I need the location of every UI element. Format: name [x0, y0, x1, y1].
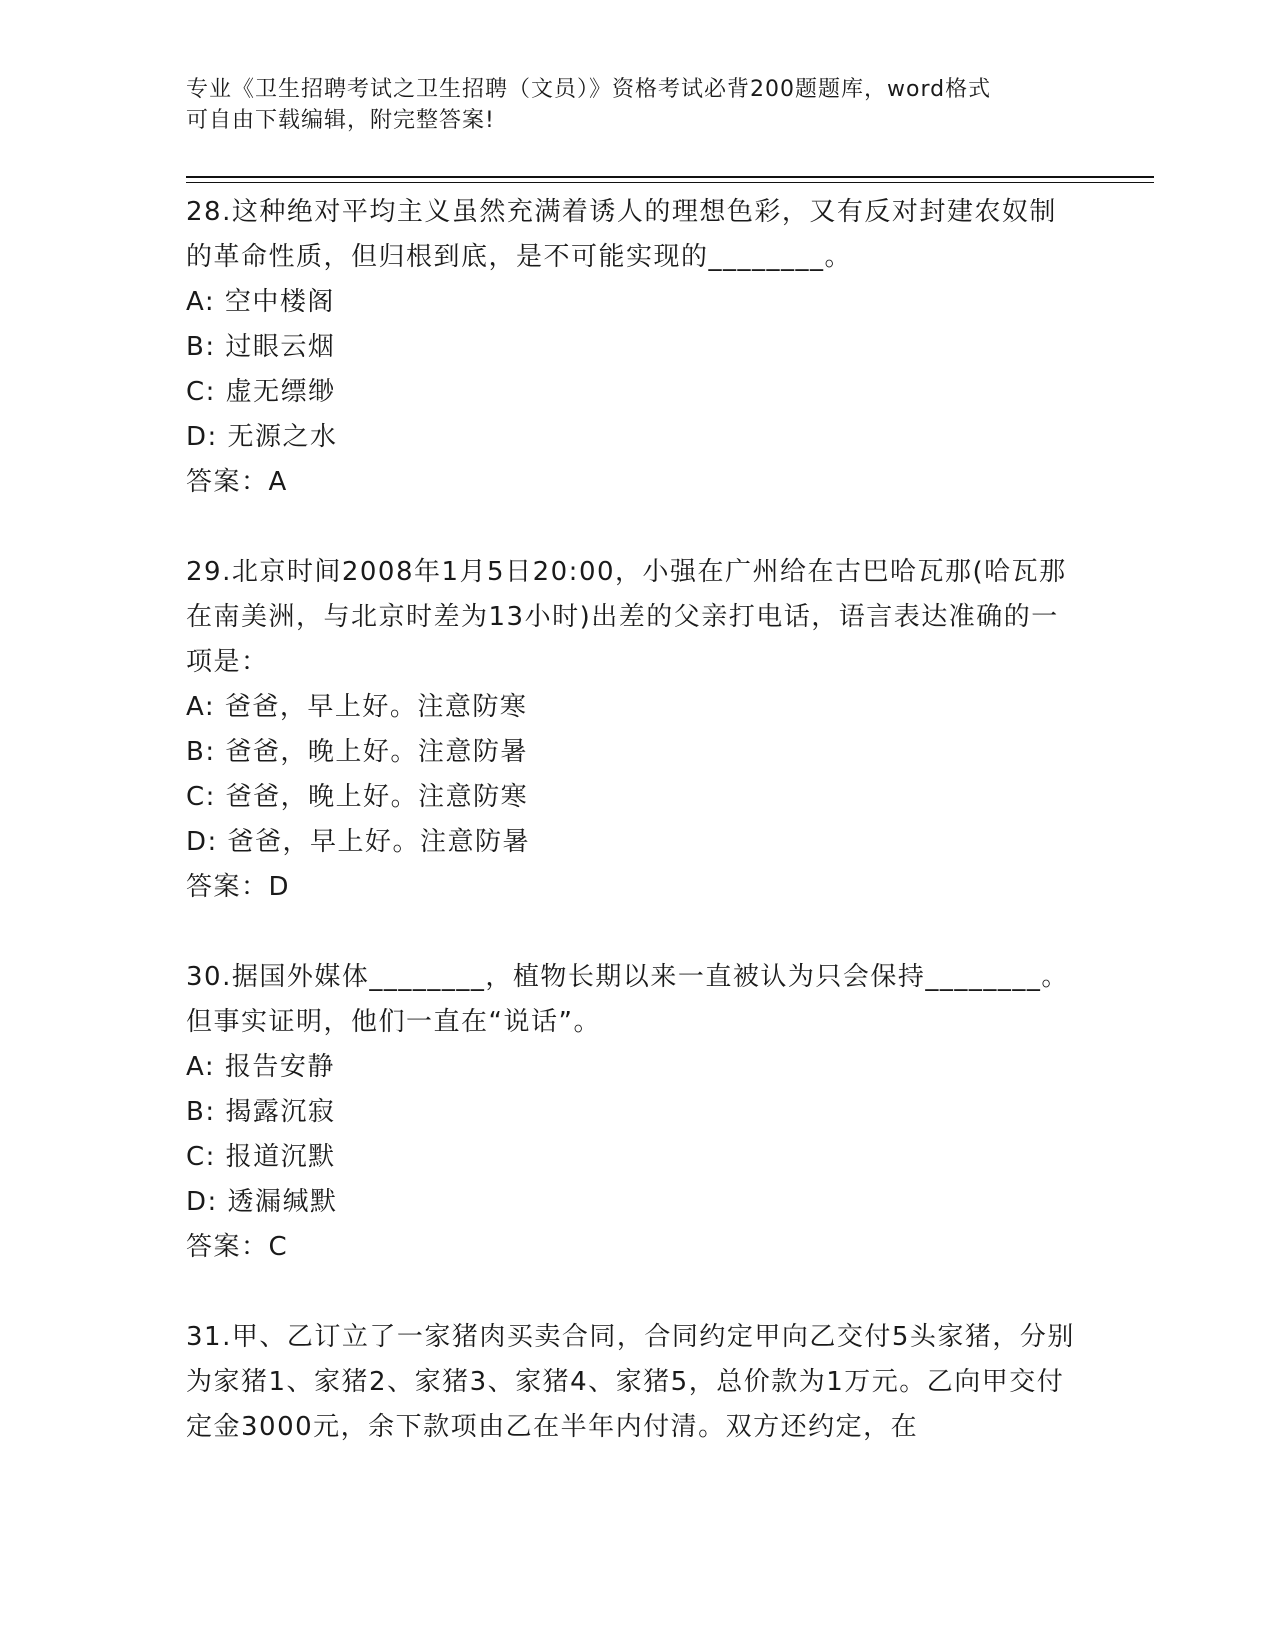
- spacer: [186, 1270, 1076, 1315]
- answer-label: 答案：A: [186, 467, 288, 497]
- spacer: [186, 505, 1076, 550]
- option-d: D: 透漏缄默: [186, 1187, 338, 1217]
- option-c: C: 虚无缥缈: [186, 377, 336, 407]
- option-b: B: 爸爸，晚上好。注意防暑: [186, 737, 528, 767]
- question-30: [186, 955, 1076, 1270]
- option-c: C: 爸爸，晚上好。注意防寒: [186, 782, 529, 812]
- header-divider-thin: [186, 182, 1154, 183]
- option-b: B: 揭露沉寂: [186, 1097, 336, 1127]
- option-a: A: 空中楼阁: [186, 287, 335, 317]
- option-a: A: 爸爸，早上好。注意防寒: [186, 692, 528, 722]
- spacer: [186, 910, 1076, 955]
- answer-label: 答案：D: [186, 872, 291, 902]
- option-c: C: 报道沉默: [186, 1142, 336, 1172]
- question-31: [186, 1315, 1076, 1450]
- option-d: D: 无源之水: [186, 422, 338, 452]
- document-header: [186, 74, 1066, 136]
- question-29: [186, 550, 1076, 910]
- header-line-2: 可自由下载编辑，附完整答案!: [186, 108, 495, 133]
- option-a: A: 报告安静: [186, 1052, 335, 1082]
- question-28: [186, 190, 1076, 505]
- header-line-1: 专业《卫生招聘考试之卫生招聘（文员）》资格考试必背200题题库，word格式: [186, 77, 992, 102]
- header-divider-thick: [186, 176, 1154, 178]
- question-text: 30.据国外媒体________，植物长期以来一直被认为只会保持________。但事实证明，他们一直在“说话”。: [186, 962, 1069, 1037]
- option-b: B: 过眼云烟: [186, 332, 336, 362]
- option-d: D: 爸爸，早上好。注意防暑: [186, 827, 531, 857]
- question-text: 28.这种绝对平均主义虽然充满着诱人的理想色彩，又有反对封建农奴制的革命性质，但归根到底，是不可能实现的________。: [186, 197, 1057, 272]
- answer-label: 答案：C: [186, 1232, 289, 1262]
- question-text: 31.甲、乙订立了一家猪肉买卖合同，合同约定甲向乙交付5头家猪，分别为家猪1、家猪2、家猪3、家猪4、家猪5，总价款为1万元。乙向甲交付定金3000元，余下款项由乙在半年内付清。双方还约定，在: [186, 1322, 1075, 1442]
- question-text: 29.北京时间2008年1月5日20:00，小强在广州给在古巴哈瓦那(哈瓦那在南美洲，与北京时差为13小时)出差的父亲打电话，语言表达准确的一项是：: [186, 557, 1067, 677]
- question-list: [186, 190, 1076, 1450]
